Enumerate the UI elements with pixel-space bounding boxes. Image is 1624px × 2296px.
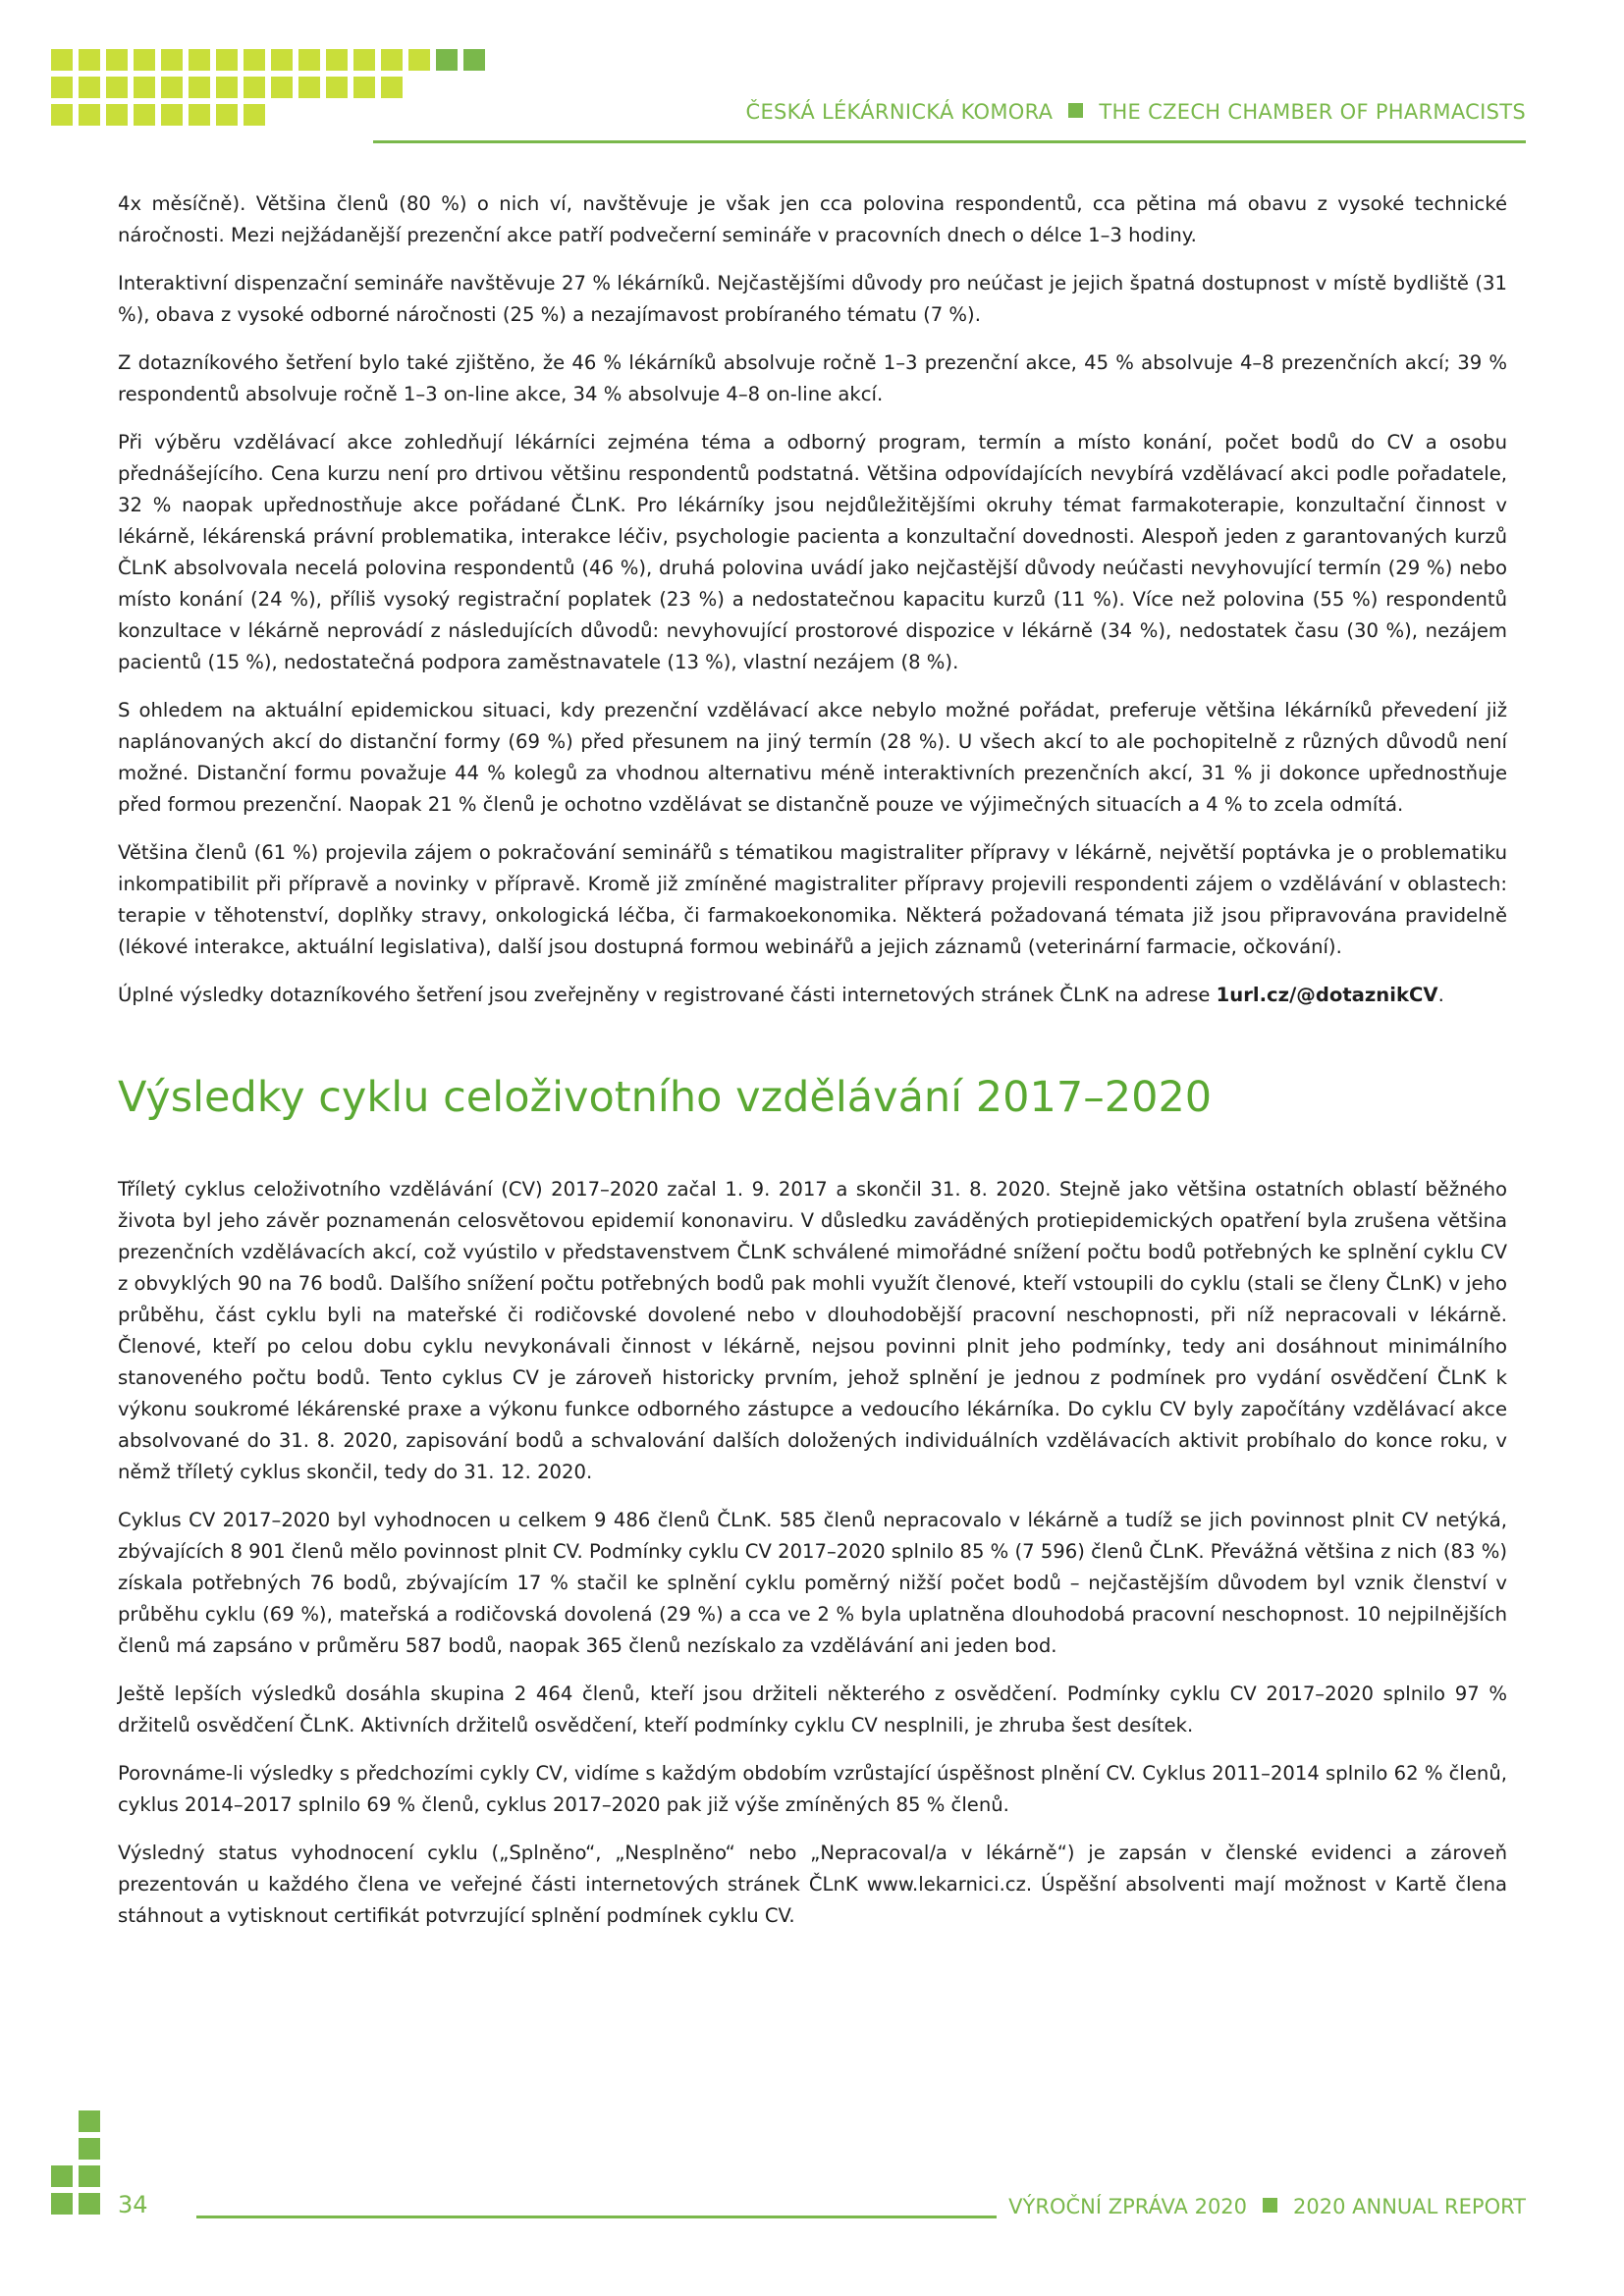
decor-square [271, 49, 293, 71]
decor-square [161, 104, 183, 126]
decor-square [106, 104, 128, 126]
header-bullet-icon [1068, 103, 1083, 118]
header-org-en: THE CZECH CHAMBER OF PHARMACISTS [1099, 100, 1526, 124]
decor-square [381, 77, 403, 98]
decor-square [216, 104, 238, 126]
header-rule [373, 140, 1526, 143]
decor-square [51, 2193, 73, 2215]
decor-square [106, 77, 128, 98]
decor-square [161, 49, 183, 71]
decor-square [244, 77, 265, 98]
decor-square [408, 49, 430, 71]
decor-square [189, 49, 210, 71]
decor-square [79, 77, 100, 98]
footer-bullet-icon [1263, 2198, 1277, 2213]
results-paragraph [118, 980, 1507, 1011]
paragraph: Z dotazníkového šetření bylo také zjištěno, že 46 % lékárníků absolvuje ročně 1–3 prezenční akce, 45 % absolvuje 4–8 prezenčních akcí; 39 % respondentů absolvuje ročně 1–3 on-line akce, 34 % absolvuje 4–8 on-line akcí. [118, 351, 1507, 405]
decor-square [189, 77, 210, 98]
paragraph: Ještě lepších výsledků dosáhla skupina 2 464 členů, kteří jsou držiteli některého z osvědčení. Podmínky cyklu CV 2017–2020 splnilo 97 % držitelů osvědčení ČLnK. Aktivních držitelů osvědčení, kteří podmínky cyklu CV nesplnili, je zhruba šest desítek. [118, 1682, 1507, 1736]
decor-square [298, 49, 320, 71]
results-text: Úplné výsledky dotazníkového šetření jsou zveřejněny v registrované části internetových stránek ČLnK na adrese [118, 984, 1217, 1006]
decor-square [271, 77, 293, 98]
decor-square [161, 77, 183, 98]
paragraph: Porovnáme-li výsledky s předchozími cykly CV, vidíme s každým obdobím vzrůstající úspěšnost plnění CV. Cyklus 2011–2014 splnilo 62 % členů, cyklus 2014–2017 splnilo 69 % členů, cyklus 2017–2020 pak již výše zmíněných 85 % členů. [118, 1762, 1507, 1816]
decor-square [436, 49, 458, 71]
paragraph: S ohledem na aktuální epidemickou situaci, kdy prezenční vzdělávací akce nebylo možné pořádat, preferuje většina lékárníků převedení již naplánovaných akcí do distanční formy (69 %) před přesunem na jiný termín (28 %). U všech akcí to ale pochopitelně z různých důvodů není možné. Distanční formu považuje 44 % kolegů za vhodnou alternativu méně interaktivních prezenčních akcí, 31 % ji dokonce upřednostňuje před formou prezenční. Naopak 21 % členů je ochotno vzdělávat se distančně pouze ve výjimečných situacích a 4 % to zcela odmítá. [118, 699, 1507, 816]
paragraph: Většina členů (61 %) projevila zájem o pokračování seminářů s tématikou magistraliter přípravy v lékárně, největší poptávka je o problematiku inkompatibilit při přípravě a novinky v přípravě. Kromě již zmíněné magistraliter přípravy projevili respondenti zájem o vzdělávání v oblastech: terapie v těhotenství, doplňky stravy, onkologická léčba, či farmakoekonomika. Některá požadovaná témata již jsou připravována pravidelně (lékové interakce, aktuální legislativa), další jsou dostupná formou webinářů a jejich záznamů (veterinární farmacie, očkování). [118, 841, 1507, 958]
paragraph: 4x měsíčně). Většina členů (80 %) o nich ví, navštěvuje je však jen cca polovina respondentů, cca pětina má obavu z vysoké technické náročnosti. Mezi nejžádanější prezenční akce patří podvečerní semináře v pracovních dnech o délce 1–3 hodiny. [118, 192, 1507, 246]
header-title [745, 100, 1526, 124]
paragraph: Při výběru vzdělávací akce zohledňují lékárníci zejména téma a odborný program, termín a místo konání, počet bodů do CV a osobu přednášejícího. Cena kurzu není pro drtivou většinu respondentů podstatná. Většina odpovídajících nevybírá vzdělávací akci podle pořadatele, 32 % naopak upřednostňuje akce pořádané ČLnK. Pro lékárníky jsou nejdůležitějšími okruhy témat farmakoterapie, konzultační činnost v lékárně, lékárenská právní problematika, interakce léčiv, psychologie pacienta a konzultační dovednosti. Alespoň jeden z garantovaných kurzů ČLnK absolvovala necelá polovina respondentů (46 %), druhá polovina uvádí jako nejčastější důvody neúčasti nevyhovující termín (29 %) nebo místo konání (24 %), příliš vysoký registrační poplatek (23 %) a nedostatečnou kapacitu kurzů (11 %). Více než polovina (55 %) respondentů konzultace v lékárně neprovádí z následujících důvodů: nevyhovující prostorové dispozice v lékárně (34 %), nedostatek času (30 %), nezájem pacientů (15 %), nedostatečná podpora zaměstnavatele (13 %), vlastní nezájem (8 %). [118, 431, 1507, 673]
decor-square [106, 49, 128, 71]
results-end: . [1437, 984, 1444, 1006]
section-heading: Výsledky cyklu celoživotního vzdělávání 2017–2020 [118, 1073, 1213, 1122]
paragraph: Cyklus CV 2017–2020 byl vyhodnocen u celkem 9 486 členů ČLnK. 585 členů nepracovalo v lékárně a tudíž se jich povinnost plnit CV netýká, zbývajících 8 901 členů mělo povinnost plnit CV. Podmínky cyklu CV 2017–2020 splnilo 85 % (7 596) členů ČLnK. Převážná většina z nich (83 %) získala potřebných 76 bodů, zbývajícím 17 % stačil ke splnění cyklu poměrný nižší počet bodů – nejčastějším důvodem byl vznik členství v průběhu cyklu (69 %), mateřská a rodičovská dovolená (29 %) a cca ve 2 % byla uplatněna dlouhodobá pracovní neschopnost. 10 nejpilnějších členů má zapsáno v průměru 587 bodů, naopak 365 členů nezískalo za vzdělávání ani jeden bod. [118, 1509, 1507, 1657]
header-org-cz: ČESKÁ LÉKÁRNICKÁ KOMORA [745, 100, 1054, 124]
decor-square [326, 77, 348, 98]
decor-square [244, 104, 265, 126]
decor-square [381, 49, 403, 71]
footer-report-en: 2020 ANNUAL REPORT [1293, 2195, 1526, 2218]
decor-square [51, 104, 73, 126]
decor-square [298, 77, 320, 98]
decor-square [134, 77, 155, 98]
decor-square [326, 49, 348, 71]
decor-square [79, 2193, 100, 2215]
decor-square [79, 2138, 100, 2160]
decor-square [51, 49, 73, 71]
decor-square [79, 49, 100, 71]
decor-square [189, 104, 210, 126]
footer-report-cz: VÝROČNÍ ZPRÁVA 2020 [1008, 2195, 1248, 2218]
paragraph: Tříletý cyklus celoživotního vzdělávání (CV) 2017–2020 začal 1. 9. 2017 a skončil 31. 8. 2020. Stejně jako většina ostatních oblastí běžného života byl jeho závěr poznamenán celosvětovou epidemií kononaviru. V důsledku zaváděných protiepidemických opatření byla zrušena většina prezenčních vzdělávacích akcí, což vyústilo v představenstvem ČLnK schválené mimořádné snížení počtu bodů potřebných ke splnění cyklu CV z obvyklých 90 na 76 bodů. Dalšího snížení počtu potřebných bodů pak mohli využít členové, kteří vstoupili do cyklu (stali se členy ČLnK) v jeho průběhu, část cyklu byli na mateřské či rodičovské dovolené nebo v dlouhodobější pracovní neschopnosti, při níž nepracovali v lékárně. Členové, kteří po celou dobu cyklu nevykonávali činnost v lékárně, nejsou povinni plnit jeho podmínky, tedy ani dosáhnout minimálního stanoveného počtu bodů. Tento cyklus CV je zároveň historicky prvním, jehož splnění je jednou z podmínek pro vydání osvědčení ČLnK k výkonu soukromé lékárenské praxe a výkonu funkce odborného zástupce a vedoucího lékárníka. Do cyklu CV byly započítány vzdělávací akce absolvované do 31. 8. 2020, zapisování bodů a schvalování dalších doložených individuálních vzdělávacích aktivit probíhalo do konce roku, v němž tříletý cyklus skončil, tedy do 31. 12. 2020. [118, 1178, 1507, 1483]
paragraph: Výsledný status vyhodnocení cyklu („Splněno“, „Nesplněno“ nebo „Nepracoval/a v lékárně“) je zapsán v členské evidenci a zároveň prezentován u každého člena ve veřejné části internetových stránek ČLnK www.lekarnici.cz. Úspěšní absolventi mají možnost v Kartě člena stáhnout a vytisknout certifikát potvrzující splnění podmínek cyklu CV. [118, 1842, 1507, 1927]
decor-square [353, 49, 375, 71]
main-content [118, 188, 1507, 1949]
decor-square [51, 2165, 73, 2187]
decor-square [216, 77, 238, 98]
page-number: 34 [118, 2191, 160, 2218]
decor-square [244, 49, 265, 71]
decor-square [79, 2110, 100, 2132]
decor-square [134, 49, 155, 71]
decor-square [79, 104, 100, 126]
survey-link[interactable]: 1url.cz/@dotaznikCV [1216, 984, 1438, 1006]
paragraph: Interaktivní dispenzační semináře navštěvuje 27 % lékárníků. Nejčastějšími důvody pro neúčast je jejich špatná dostupnost v místě bydliště (31 %), obava z vysoké odborné náročnosti (25 %) a nezajímavost probíraného tématu (7 %). [118, 272, 1507, 326]
decor-square [216, 49, 238, 71]
decor-square [79, 2165, 100, 2187]
decor-square [51, 77, 73, 98]
decor-square [134, 104, 155, 126]
decor-square [353, 77, 375, 98]
footer-title [997, 2195, 1526, 2218]
decor-square [463, 49, 485, 71]
